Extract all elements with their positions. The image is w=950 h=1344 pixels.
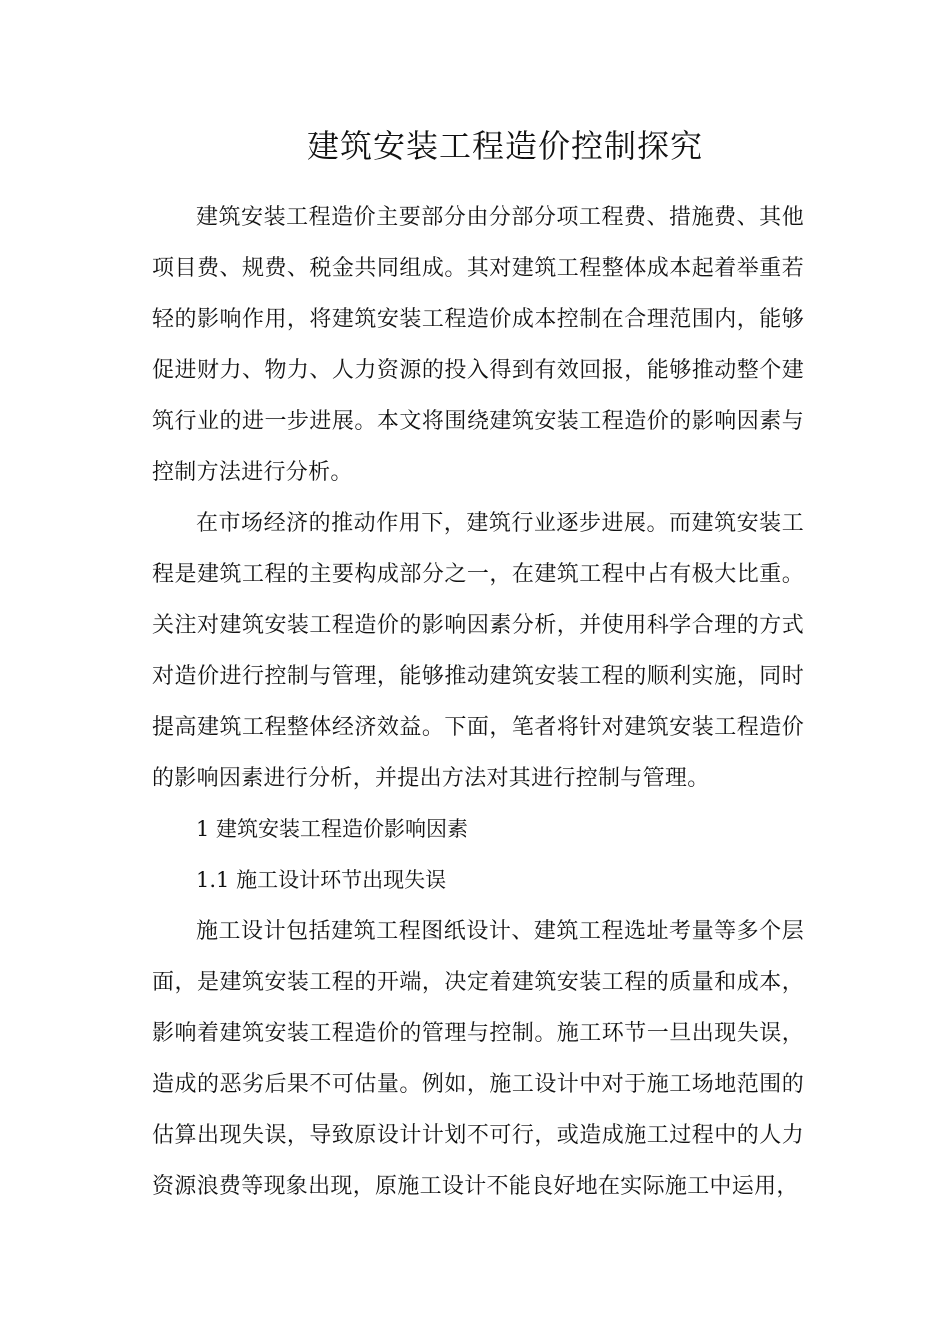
paragraph-design-errors: 施工设计包括建筑工程图纸设计、建筑工程选址考量等多个层面，是建筑安装工程的开端，决定着建筑安装工程的质量和成本，影响着建筑安装工程造价的管理与控制。施工环节一旦出现失误，造成的恶劣后果不可估量。例如，施工设计中对于施工场地范围的估算出现失误，导致原设计计划不可行，或造成施工过程中的人力资源浪费等现象出现，原施工设计不能良好地在实际施工中运用，	[152, 919, 804, 1199]
section-heading-1-1: 1.1 施工设计环节出现失误	[196, 868, 447, 892]
document-body	[152, 192, 804, 1212]
section-heading-1: 1 建筑安装工程造价影响因素	[196, 817, 469, 841]
paragraph-intro: 建筑安装工程造价主要部分由分部分项工程费、措施费、其他项目费、规费、税金共同组成。其对建筑工程整体成本起着举重若轻的影响作用，将建筑安装工程造价成本控制在合理范围内，能够促进财力、物力、人力资源的投入得到有效回报，能够推动整个建筑行业的进一步进展。本文将围绕建筑安装工程造价的影响因素与控制方法进行分析。	[152, 205, 804, 485]
document-title: 建筑安装工程造价控制探究	[306, 127, 703, 165]
paragraph-background: 在市场经济的推动作用下，建筑行业逐步进展。而建筑安装工程是建筑工程的主要构成部分之一，在建筑工程中占有极大比重。关注对建筑安装工程造价的影响因素分析，并使用科学合理的方式对造价进行控制与管理，能够推动建筑安装工程的顺利实施，同时提高建筑工程整体经济效益。下面，笔者将针对建筑安装工程造价的影响因素进行分析，并提出方法对其进行控制与管理。	[152, 511, 804, 791]
